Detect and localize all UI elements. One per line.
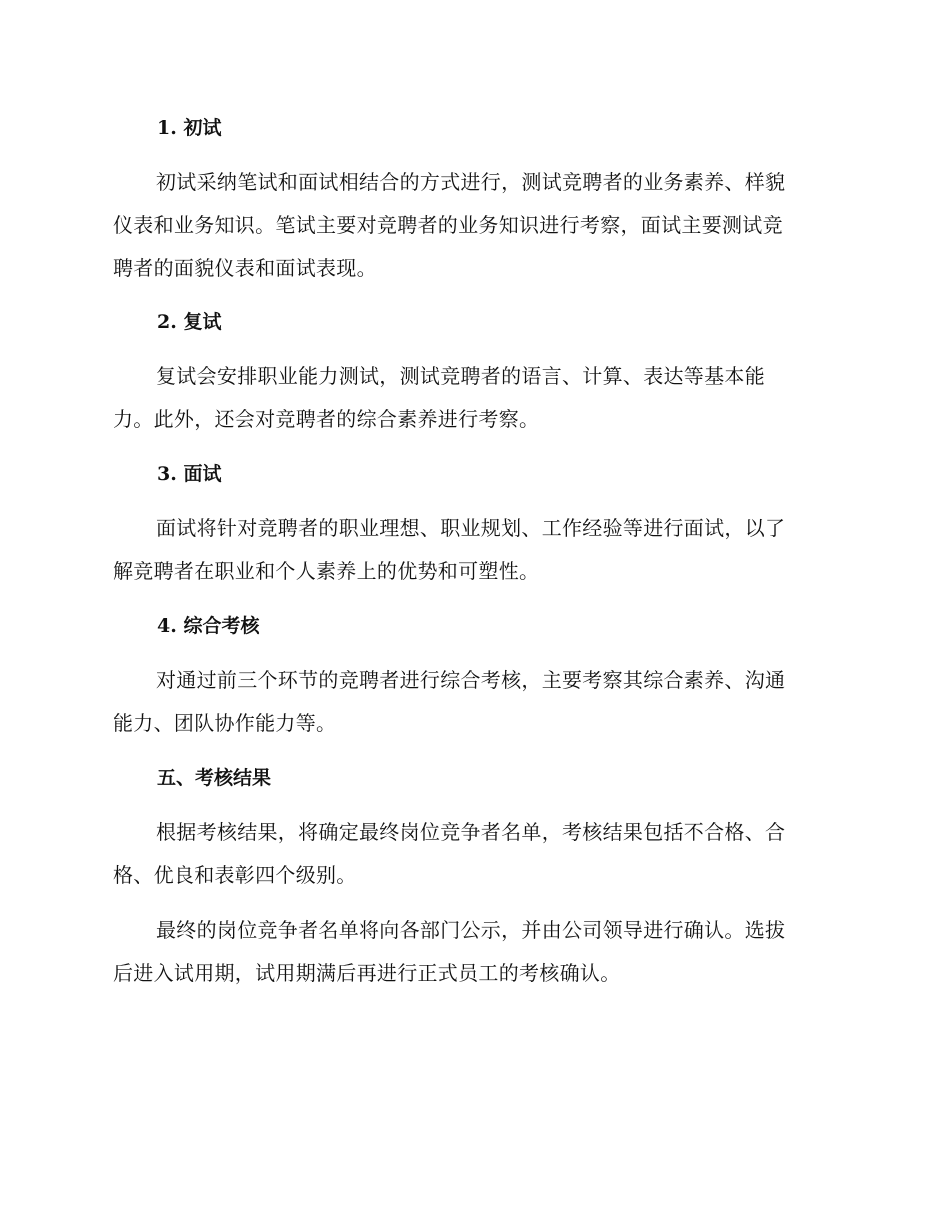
paragraph-line: 格、优良和表彰四个级别。 [113, 863, 357, 887]
section-paragraph-interview [113, 507, 833, 593]
section-heading-initial-test: 1. 初试 [157, 117, 222, 139]
section-paragraph-retest [113, 355, 833, 441]
paragraph-line: 最终的岗位竞争者名单将向各部门公示，并由公司领导进行确认。选拔 [156, 918, 786, 942]
paragraph-line: 力。此外，还会对竞聘者的综合素养进行考察。 [113, 407, 540, 431]
paragraph-line: 解竞聘者在职业和个人素养上的优势和可塑性。 [113, 559, 540, 583]
section-heading-assessment-results: 五、考核结果 [157, 767, 272, 789]
paragraph-line: 能力、团队协作能力等。 [113, 711, 337, 735]
paragraph-line: 后进入试用期，试用期满后再进行正式员工的考核确认。 [113, 961, 621, 985]
paragraph-line: 初试采纳笔试和面试相结合的方式进行，测试竞聘者的业务素养、样貌 [156, 170, 786, 194]
section-heading-interview: 3. 面试 [157, 463, 222, 485]
section-paragraph-comprehensive-assessment [113, 659, 833, 745]
paragraph-line: 面试将针对竞聘者的职业理想、职业规划、工作经验等进行面试，以了 [156, 516, 786, 540]
section-heading-comprehensive-assessment: 4. 综合考核 [157, 615, 260, 637]
paragraph-line: 根据考核结果，将确定最终岗位竞争者名单，考核结果包括不合格、合 [156, 820, 786, 844]
section-heading-retest: 2. 复试 [157, 311, 222, 333]
paragraph-line: 对通过前三个环节的竞聘者进行综合考核，主要考察其综合素养、沟通 [156, 668, 786, 692]
section-paragraph-assessment-results [113, 811, 833, 897]
section-paragraph-initial-test [113, 161, 833, 290]
paragraph-line: 仪表和业务知识。笔试主要对竞聘者的业务知识进行考察，面试主要测试竞 [113, 213, 783, 237]
closing-paragraph [113, 909, 833, 995]
paragraph-line: 聘者的面貌仪表和面试表现。 [113, 256, 377, 280]
paragraph-line: 复试会安排职业能力测试，测试竞聘者的语言、计算、表达等基本能 [156, 364, 765, 388]
